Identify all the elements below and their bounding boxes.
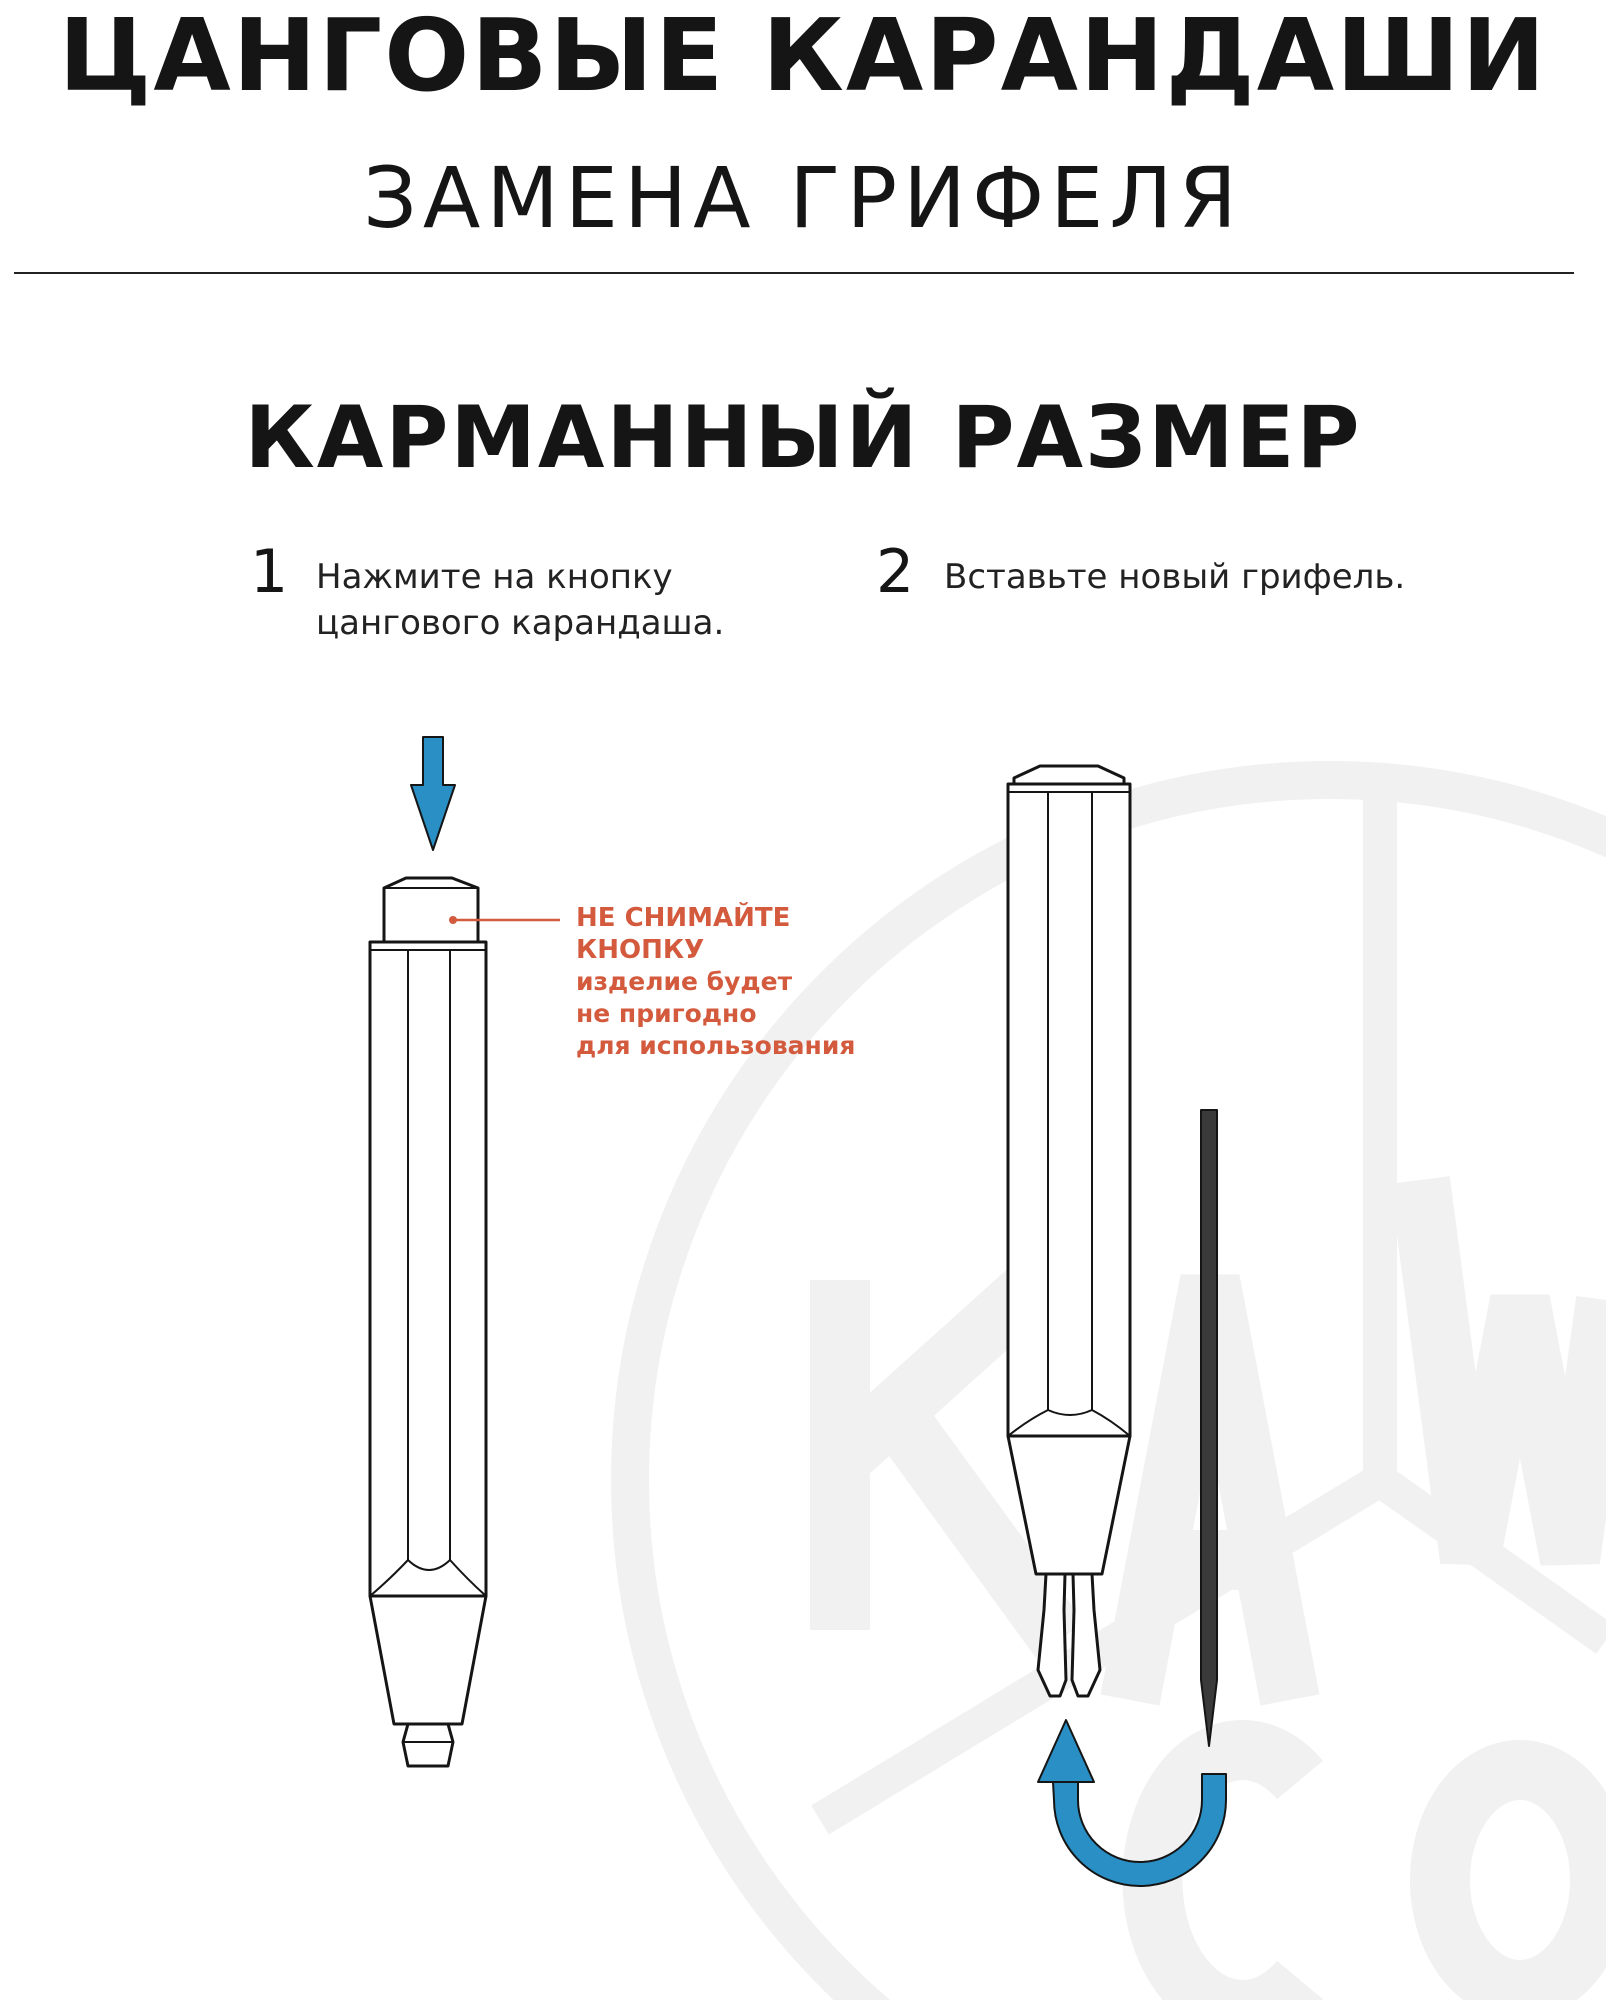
warning-body-line: для использования [576,1031,856,1060]
pencil-collet-tip [403,1724,453,1766]
step2-text [944,554,1405,600]
pencil-body [1008,784,1130,1436]
step1-text-line: Нажмите на кнопку [316,557,673,597]
page-title: ЦАНГОВЫЕ КАРАНДАШИ [58,0,1548,114]
page-subtitle: ЗАМЕНА ГРИФЕЛЯ [363,149,1243,247]
step1-text-line: цангового карандаша. [316,603,725,643]
step1-pencil-drawing [370,737,560,1766]
warning-body-line: изделие будет [576,967,793,996]
step1-number: 1 [250,537,289,607]
step1-text [316,554,724,646]
step2-number: 2 [876,537,915,607]
warning-note [576,902,855,1062]
pencil-button [1014,766,1124,784]
warning-body-line: не пригодно [576,999,757,1028]
step2-text-line: Вставьте новый грифель. [944,557,1406,597]
pencil-body [370,942,486,1596]
section-title: КАРМАННЫЙ РАЗМЕР [244,388,1362,488]
push-arrow-icon [411,737,455,850]
warning-heading-line: НЕ СНИМАЙТЕ [576,903,791,933]
warning-heading-line: КНОПКУ [576,935,705,965]
pencil-tip-cone [370,1596,486,1724]
header-divider [14,272,1574,274]
new-lead [1201,1110,1217,1746]
